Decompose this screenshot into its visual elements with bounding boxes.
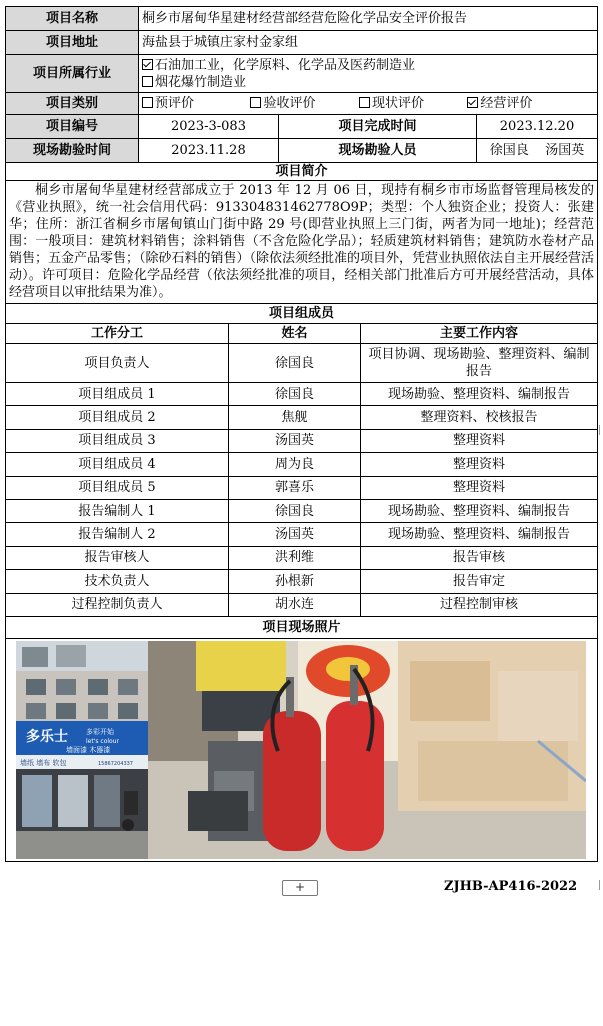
shop-sign-sub: 多彩开始 (86, 727, 114, 736)
member-work: 整理资料 (361, 429, 598, 452)
member-name: 郭喜乐 (229, 476, 361, 499)
member-work: 过程控制审核 (361, 593, 598, 616)
project-address-value: 海盐县于城镇庄家村金家组 (139, 31, 598, 55)
category-option-status (359, 95, 467, 112)
member-work: 项目协调、现场勘验、整理资料、编制报告 (361, 344, 598, 383)
member-work: 现场勘验、整理资料、编制报告 (361, 499, 598, 522)
member-name: 徐国良 (229, 383, 361, 406)
member-name: 徐国良 (229, 344, 361, 383)
project-industry-options (139, 55, 598, 93)
project-category-label: 项目类别 (6, 93, 139, 115)
shop-sign-en: let's colour (86, 737, 119, 745)
industry-option-chemical (142, 57, 594, 74)
member-role: 项目组成员 4 (6, 453, 229, 476)
project-category-options (139, 93, 598, 115)
member-row (6, 429, 598, 452)
shop-sign-items: 墙面漆 木器漆 (66, 745, 111, 754)
member-role: 技术负责人 (6, 570, 229, 593)
category-option-label: 验收评价 (263, 96, 316, 111)
category-option-label: 经营评价 (480, 96, 533, 111)
member-role: 项目负责人 (6, 344, 229, 383)
complete-time-label: 项目完成时间 (279, 115, 477, 139)
photos-title: 项目现场照片 (6, 616, 598, 638)
member-work: 现场勘验、整理资料、编制报告 (361, 383, 598, 406)
checkbox-checked-icon (142, 59, 153, 70)
industry-option-fireworks (142, 74, 594, 91)
project-number-value: 2023-3-083 (139, 115, 279, 139)
member-row (6, 546, 598, 569)
member-row (6, 383, 598, 406)
member-row (6, 523, 598, 546)
member-row (6, 570, 598, 593)
member-name: 焦舰 (229, 406, 361, 429)
document-code: ZJHB-AP416-2022 (444, 879, 578, 894)
member-role: 报告编制人 2 (6, 523, 229, 546)
survey-time-label: 现场勘验时间 (6, 139, 139, 163)
shop-banner-text: 墙纸 墙布 软包 (20, 758, 67, 767)
project-name-value: 桐乡市屠甸华星建材经营部经营危险化学品安全评价报告 (139, 7, 598, 31)
intro-text: 桐乡市屠甸华星建材经营部成立于 2013 年 12 月 06 日，现持有桐乡市市场监督管理局核发的《营业执照》，统一社会信用代码：913304831462778O9P；类型：个人独资企业；投资人：张建华；住所：浙江省桐乡市屠甸镇山门街中路 29 号(即营业执照上三门街，两者为同一地址)；经营范围：一般项目：建筑材料销售；涂料销售（不含危险化学品）；轻质建筑材料销售；建筑防水卷材产品销售；五金产品零售；（除砂石料的销售）（除依法须经批准的项目外，凭营业执照依法自主开展经营活动）。许可项目：危险化学品经营（依法须经批准的项目，经相关部门批准后方可开展经营活动，具体经营项目以审批结果为准）。 (9, 183, 595, 300)
member-role: 项目组成员 5 (6, 476, 229, 499)
checkbox-empty-icon (142, 97, 153, 108)
member-work: 整理资料、校核报告 (361, 406, 598, 429)
shop-phone-text: 15867204337 (98, 760, 133, 767)
member-row (6, 476, 598, 499)
member-name: 洪利维 (229, 546, 361, 569)
members-rows (6, 344, 598, 617)
member-row (6, 344, 598, 383)
member-name: 汤国英 (229, 429, 361, 452)
site-photos (6, 638, 598, 861)
members-header-name: 姓名 (229, 324, 361, 344)
shop-front-photo (16, 641, 148, 859)
member-name: 周为良 (229, 453, 361, 476)
member-name: 徐国良 (229, 499, 361, 522)
survey-people-label: 现场勘验人员 (279, 139, 477, 163)
complete-time-value: 2023.12.20 (477, 115, 598, 139)
members-header-role: 工作分工 (6, 324, 229, 344)
category-option-label: 预评价 (155, 96, 195, 111)
shop-front-image (16, 641, 148, 859)
margin-mark (599, 425, 603, 435)
report-sheet (5, 6, 597, 862)
industry-option-label: 石油加工业，化学原料、化学品及医药制造业 (155, 57, 416, 73)
warehouse-image (148, 641, 586, 859)
member-work: 报告审定 (361, 570, 598, 593)
member-name: 汤国英 (229, 523, 361, 546)
intro-title: 项目简介 (6, 163, 598, 181)
member-work: 现场勘验、整理资料、编制报告 (361, 523, 598, 546)
shop-sign-text: 多乐士 (26, 728, 68, 745)
survey-time-value: 2023.11.28 (139, 139, 279, 163)
category-option-acceptance (250, 95, 358, 112)
add-row-button[interactable]: + (282, 880, 318, 896)
members-table (5, 303, 598, 862)
industry-option-label: 烟花爆竹制造业 (155, 74, 247, 90)
warehouse-photo (148, 641, 586, 859)
margin-mark (599, 880, 603, 890)
member-role: 过程控制负责人 (6, 593, 229, 616)
member-work: 报告审核 (361, 546, 598, 569)
member-row (6, 453, 598, 476)
project-name-label: 项目名称 (6, 7, 139, 31)
member-work: 整理资料 (361, 476, 598, 499)
member-role: 报告审核人 (6, 546, 229, 569)
checkbox-empty-icon (142, 76, 153, 87)
survey-people-value: 徐国良 汤国英 (477, 139, 598, 163)
checkbox-checked-icon (467, 97, 478, 108)
member-role: 报告编制人 1 (6, 499, 229, 522)
checkbox-empty-icon (359, 97, 370, 108)
category-option-pre (142, 95, 250, 112)
project-industry-label: 项目所属行业 (6, 55, 139, 93)
project-info-table (5, 6, 598, 304)
category-option-business (467, 95, 575, 112)
member-name: 胡水连 (229, 593, 361, 616)
member-work: 整理资料 (361, 453, 598, 476)
member-role: 项目组成员 1 (6, 383, 229, 406)
member-row (6, 499, 598, 522)
members-title: 项目组成员 (6, 304, 598, 324)
category-option-label: 现状评价 (371, 96, 424, 111)
checkbox-empty-icon (250, 97, 261, 108)
project-address-label: 项目地址 (6, 31, 139, 55)
member-role: 项目组成员 2 (6, 406, 229, 429)
member-name: 孙根新 (229, 570, 361, 593)
member-row (6, 406, 598, 429)
project-number-label: 项目编号 (6, 115, 139, 139)
member-role: 项目组成员 3 (6, 429, 229, 452)
member-row (6, 593, 598, 616)
members-header-work: 主要工作内容 (361, 324, 598, 344)
